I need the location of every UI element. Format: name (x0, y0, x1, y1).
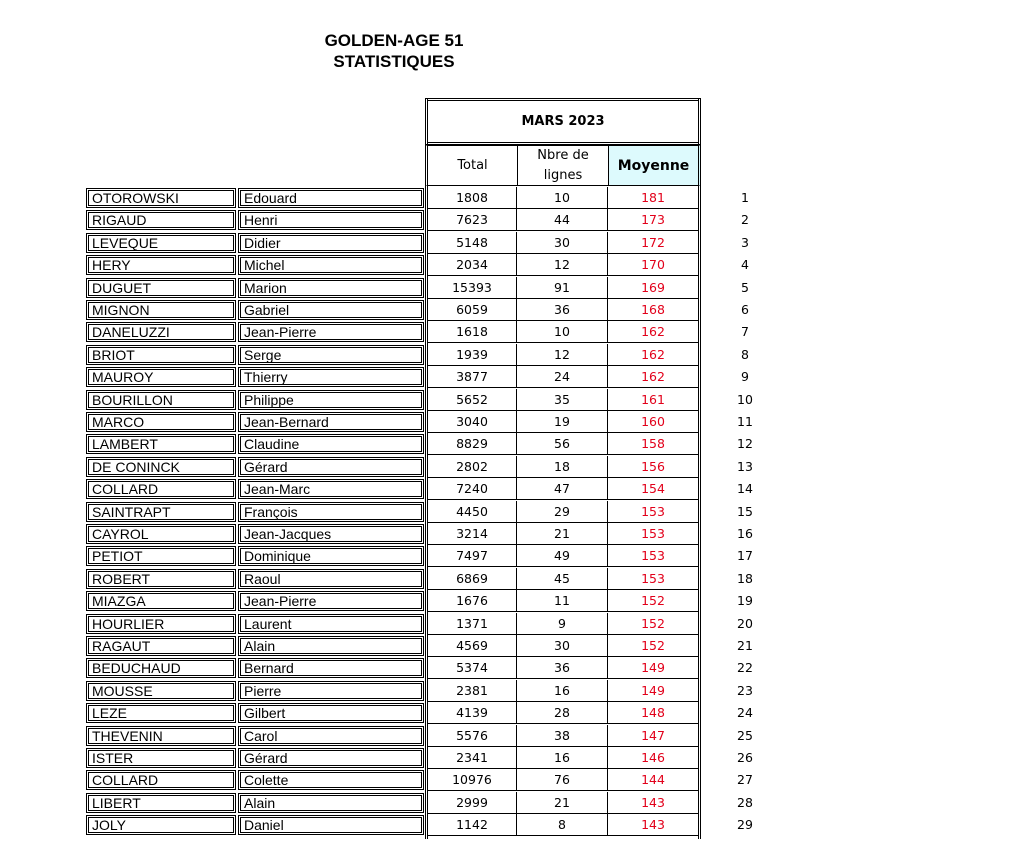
total-pins: 7240 (428, 478, 517, 500)
rank-number: 23 (737, 682, 753, 698)
page-subtitle: STATISTIQUES (333, 52, 455, 71)
player-first-name: Gilbert (238, 703, 424, 723)
rank-number: 7 (741, 324, 749, 340)
total-pins: 3214 (428, 523, 517, 545)
lines-count: 19 (517, 411, 608, 433)
total-pins: 7623 (428, 209, 517, 231)
average-score: 161 (608, 389, 698, 411)
player-first-name: Jean-Jacques (238, 524, 424, 544)
lines-count: 38 (517, 725, 608, 747)
lines-count: 24 (517, 366, 608, 388)
rank-number: 1 (741, 190, 749, 205)
player-first-name: Serge (238, 345, 424, 365)
rank-number: 21 (737, 638, 753, 653)
rank-number: 25 (737, 727, 753, 743)
rank-number: 16 (737, 526, 753, 541)
column-header-average: Moyenne (608, 145, 701, 186)
player-first-name: Jean-Bernard (238, 412, 424, 432)
rank-number: 10 (737, 391, 753, 407)
rank-number: 13 (737, 458, 753, 474)
rank-number: 6 (741, 302, 749, 317)
average-score: 149 (608, 680, 698, 702)
average-score: 162 (608, 321, 698, 343)
total-pins: 6059 (428, 299, 517, 321)
player-last-name: MIAZGA (86, 591, 236, 611)
average-score: 169 (608, 277, 698, 299)
column-header-lines (517, 145, 609, 186)
average-score: 170 (608, 254, 698, 276)
player-first-name: François (238, 502, 424, 522)
rank-number: 8 (741, 346, 749, 362)
player-last-name: ISTER (86, 748, 236, 768)
average-score: 153 (608, 545, 698, 567)
player-last-name: THEVENIN (86, 726, 236, 746)
lines-count: 21 (517, 792, 608, 814)
lines-count: 49 (517, 545, 608, 567)
player-first-name: Gérard (238, 457, 424, 477)
player-last-name: MARCO (86, 412, 236, 432)
lines-count: 36 (517, 657, 608, 679)
total-pins: 15393 (428, 277, 517, 299)
total-pins: 2341 (428, 747, 517, 769)
rank-number: 28 (737, 794, 753, 810)
lines-count: 9 (517, 613, 608, 635)
player-first-name: Philippe (238, 390, 424, 410)
average-score: 162 (608, 366, 698, 388)
player-last-name: BRIOT (86, 345, 236, 365)
player-first-name: Alain (238, 793, 424, 813)
lines-count: 91 (517, 277, 608, 299)
average-score: 173 (608, 209, 698, 231)
total-pins: 1939 (428, 344, 517, 366)
lines-count: 8 (517, 814, 608, 836)
lines-count: 44 (517, 209, 608, 231)
average-score: 146 (608, 747, 698, 769)
lines-count: 28 (517, 702, 608, 724)
total-pins: 1142 (428, 814, 517, 836)
player-last-name: ROBERT (86, 569, 236, 589)
player-last-name: HOURLIER (86, 614, 236, 634)
total-pins: 2999 (428, 792, 517, 814)
average-score: 158 (608, 433, 698, 455)
player-last-name: PETIOT (86, 546, 236, 566)
average-score: 154 (608, 478, 698, 500)
player-first-name: Michel (238, 255, 424, 275)
lines-count: 10 (517, 187, 608, 209)
player-first-name: Alain (238, 636, 424, 656)
average-score: 153 (608, 501, 698, 523)
rank-number: 12 (737, 436, 753, 452)
rank-number: 24 (737, 705, 753, 721)
total-pins: 1371 (428, 613, 517, 635)
lines-count: 30 (517, 635, 608, 657)
average-score: 148 (608, 702, 698, 724)
total-pins: 3040 (428, 411, 517, 433)
lines-count: 30 (517, 232, 608, 254)
player-first-name: Carol (238, 726, 424, 746)
total-pins: 4569 (428, 635, 517, 657)
player-first-name: Daniel (238, 815, 424, 835)
player-first-name: Jean-Pierre (238, 591, 424, 611)
lines-count: 35 (517, 389, 608, 411)
rank-number: 17 (737, 548, 753, 564)
month-header: MARS 2023 (425, 98, 701, 145)
average-score: 149 (608, 657, 698, 679)
rank-number: 9 (741, 369, 749, 385)
average-score: 143 (608, 792, 698, 814)
total-pins: 5148 (428, 232, 517, 254)
rank-number: 2 (741, 212, 749, 228)
rank-number: 19 (737, 593, 753, 609)
total-pins: 7497 (428, 545, 517, 567)
lines-count: 76 (517, 769, 608, 791)
lines-count: 16 (517, 680, 608, 702)
average-score: 162 (608, 344, 698, 366)
player-first-name: Dominique (238, 546, 424, 566)
player-first-name: Claudine (238, 434, 424, 454)
average-score: 181 (608, 187, 698, 209)
player-first-name: Bernard (238, 658, 424, 678)
player-last-name: COLLARD (86, 770, 236, 790)
rank-number: 3 (741, 234, 749, 250)
player-last-name: BEDUCHAUD (86, 658, 236, 678)
player-last-name: LEVEQUE (86, 233, 236, 253)
rank-number: 4 (741, 257, 749, 273)
lines-count: 47 (517, 478, 608, 500)
player-last-name: LAMBERT (86, 434, 236, 454)
player-last-name: DANELUZZI (86, 322, 236, 342)
player-last-name: RAGAUT (86, 636, 236, 656)
rank-number: 14 (737, 481, 753, 497)
player-last-name: CAYROL (86, 524, 236, 544)
column-header-total: Total (425, 145, 518, 186)
total-pins: 6869 (428, 568, 517, 590)
player-last-name: MOUSSE (86, 681, 236, 701)
average-score: 172 (608, 232, 698, 254)
total-pins: 5374 (428, 657, 517, 679)
lines-count: 45 (517, 568, 608, 590)
lines-count: 11 (517, 590, 608, 612)
total-pins: 2381 (428, 680, 517, 702)
player-last-name: OTOROWSKI (86, 188, 236, 208)
player-first-name: Thierry (238, 367, 424, 387)
average-score: 153 (608, 523, 698, 545)
player-last-name: JOLY (86, 815, 236, 835)
total-pins: 2034 (428, 254, 517, 276)
rank-number: 26 (737, 750, 753, 765)
total-pins: 1618 (428, 321, 517, 343)
rank-number: 20 (737, 615, 753, 631)
lines-count: 16 (517, 747, 608, 769)
player-last-name: COLLARD (86, 479, 236, 499)
rank-number: 11 (737, 414, 753, 429)
average-score: 168 (608, 299, 698, 321)
column-header-lines-line1: Nbre de (537, 147, 589, 163)
rank-number: 27 (737, 772, 753, 788)
player-first-name: Colette (238, 770, 424, 790)
player-last-name: LEZE (86, 703, 236, 723)
column-header-lines-line2: lignes (543, 167, 583, 183)
player-first-name: Jean-Pierre (238, 322, 424, 342)
average-score: 143 (608, 814, 698, 836)
player-last-name: BOURILLON (86, 390, 236, 410)
rank-number: 5 (741, 279, 749, 295)
player-last-name: MAUROY (86, 367, 236, 387)
lines-count: 12 (517, 254, 608, 276)
lines-count: 21 (517, 523, 608, 545)
player-first-name: Laurent (238, 614, 424, 634)
page-title: GOLDEN-AGE 51 (324, 31, 464, 50)
rank-number: 15 (737, 503, 753, 519)
total-pins: 10976 (428, 769, 517, 791)
average-score: 160 (608, 411, 698, 433)
average-score: 156 (608, 456, 698, 478)
rank-number: 18 (737, 570, 753, 586)
total-pins: 3877 (428, 366, 517, 388)
table-frame-right (698, 98, 701, 839)
player-last-name: DUGUET (86, 278, 236, 298)
lines-count: 12 (517, 344, 608, 366)
rank-number: 22 (737, 660, 753, 676)
total-pins: 1808 (428, 187, 517, 209)
player-first-name: Pierre (238, 681, 424, 701)
lines-count: 36 (517, 299, 608, 321)
total-pins: 5576 (428, 725, 517, 747)
average-score: 152 (608, 590, 698, 612)
total-pins: 2802 (428, 456, 517, 478)
player-last-name: DE CONINCK (86, 457, 236, 477)
total-pins: 4139 (428, 702, 517, 724)
lines-count: 56 (517, 433, 608, 455)
player-last-name: LIBERT (86, 793, 236, 813)
average-score: 152 (608, 613, 698, 635)
average-score: 147 (608, 725, 698, 747)
player-last-name: SAINTRAPT (86, 502, 236, 522)
player-first-name: Gabriel (238, 300, 424, 320)
player-last-name: HERY (86, 255, 236, 275)
lines-count: 18 (517, 456, 608, 478)
total-pins: 5652 (428, 389, 517, 411)
average-score: 144 (608, 769, 698, 791)
player-first-name: Edouard (238, 188, 424, 208)
total-pins: 4450 (428, 501, 517, 523)
player-first-name: Jean-Marc (238, 479, 424, 499)
total-pins: 1676 (428, 590, 517, 612)
total-pins: 8829 (428, 433, 517, 455)
lines-count: 29 (517, 501, 608, 523)
rank-number: 29 (737, 817, 753, 833)
player-first-name: Raoul (238, 569, 424, 589)
player-first-name: Marion (238, 278, 424, 298)
player-first-name: Didier (238, 233, 424, 253)
player-last-name: RIGAUD (86, 210, 236, 230)
player-last-name: MIGNON (86, 300, 236, 320)
lines-count: 10 (517, 321, 608, 343)
player-first-name: Gérard (238, 748, 424, 768)
average-score: 153 (608, 568, 698, 590)
player-first-name: Henri (238, 210, 424, 230)
average-score: 152 (608, 635, 698, 657)
